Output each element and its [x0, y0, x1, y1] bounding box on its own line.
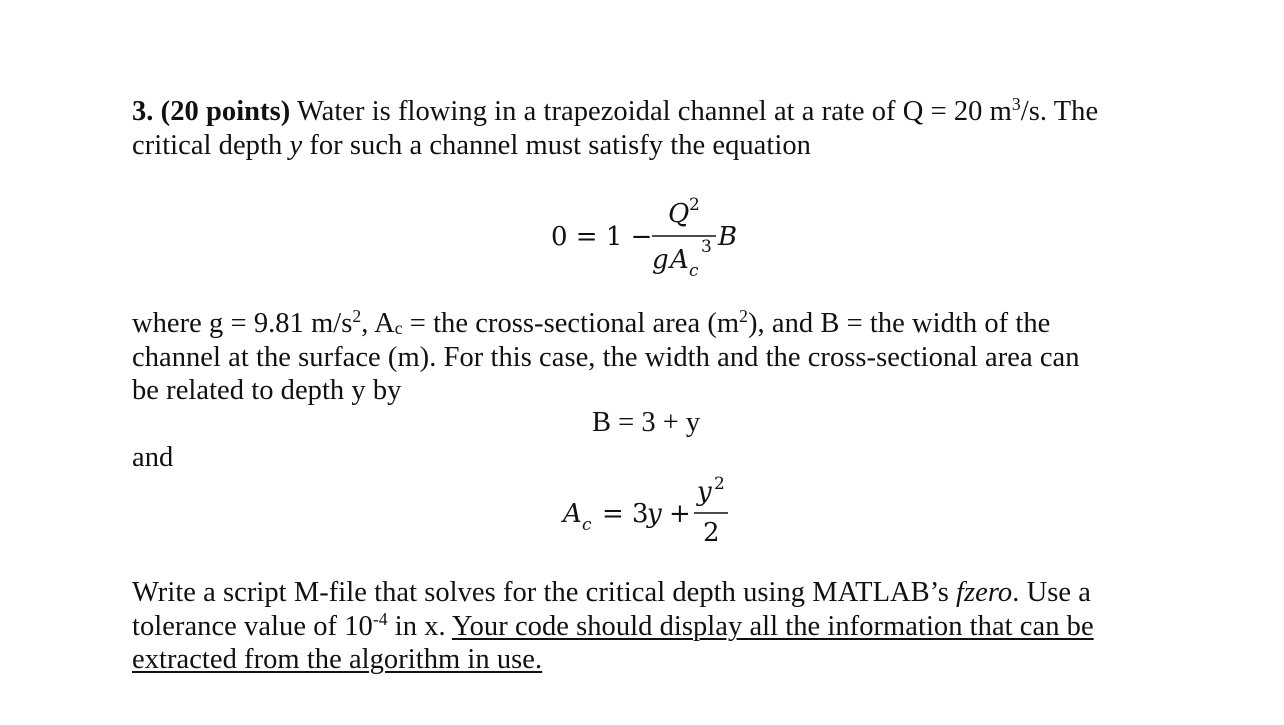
- definitions-line-2: channel at the surface (m). For this case, the width and the cross-sectional area can: [132, 341, 1080, 373]
- eq3-lhs-sub: c: [582, 515, 592, 535]
- task-line1-a: Write a script M-file that solves for the critical depth using MATLAB’s: [132, 577, 957, 608]
- intro-line2-b: for such a channel must satisfy the equation: [302, 129, 811, 161]
- def-line1-exp: 2: [352, 306, 362, 327]
- problem-points: (20 points): [160, 96, 291, 127]
- eq1-denominator-A: A: [670, 245, 689, 275]
- eq3-den: 2: [703, 518, 720, 548]
- flow-exponent: 3: [1011, 94, 1021, 115]
- task-line1-b: . Use a: [1012, 577, 1091, 608]
- def-line1-d: ), and B = the width of the: [747, 308, 1051, 339]
- equation-width: B = 3 + y: [592, 407, 701, 438]
- eq1-numerator-var: Q: [668, 199, 690, 229]
- definitions-line-3: be related to depth y by: [132, 375, 402, 406]
- eq3-plus: +: [669, 499, 691, 529]
- task-tolerance-exp: -4: [372, 608, 388, 629]
- task-line2-a: tolerance value of 10: [132, 610, 373, 642]
- eq3-lhs-A: A: [563, 499, 582, 529]
- def-line1-exp2: 2: [739, 306, 748, 327]
- eq1-numerator-exp: 2: [689, 195, 700, 215]
- problem-number: 3.: [132, 96, 154, 127]
- def-line1-c: = the cross-sectional area (m: [402, 308, 740, 339]
- def-line1-a: where g = 9.81 m/s: [132, 308, 353, 339]
- eq3-num-exp: 2: [714, 474, 725, 494]
- eq1-lhs: 0 = 1 −: [551, 222, 653, 252]
- eq1-denominator-g: g: [652, 245, 669, 275]
- task-function-name: fzero: [956, 577, 1013, 608]
- task-line-1: [132, 577, 1091, 608]
- eq3-num-y: y: [697, 477, 712, 507]
- task-underlined-1: Your code should display all the information that can be: [451, 610, 1094, 642]
- def-line1-b: , A: [361, 308, 395, 339]
- eq1-denominator-exp: 3: [701, 237, 712, 257]
- task-line2-b: in x.: [387, 610, 452, 642]
- task-underlined-2: extracted from the algorithm in use.: [132, 644, 543, 675]
- intro-text-2: /s. The: [1020, 96, 1099, 127]
- connector-and: and: [132, 442, 174, 473]
- task-line-2: [132, 608, 1094, 642]
- intro-line2-a: critical depth: [132, 129, 290, 161]
- intro-text-1: Water is flowing in a trapezoidal channel at a rate of Q = 20 m: [296, 96, 1012, 127]
- eq3-y: y: [647, 499, 662, 529]
- def-line1-sub: c: [394, 317, 403, 338]
- eq3-middle: = 3: [602, 499, 649, 529]
- intro-var-y: y: [289, 129, 303, 161]
- task-paragraph: [132, 576, 1192, 677]
- eq1-denominator-sub: c: [689, 261, 699, 281]
- eq1-trailing-B: B: [718, 222, 738, 252]
